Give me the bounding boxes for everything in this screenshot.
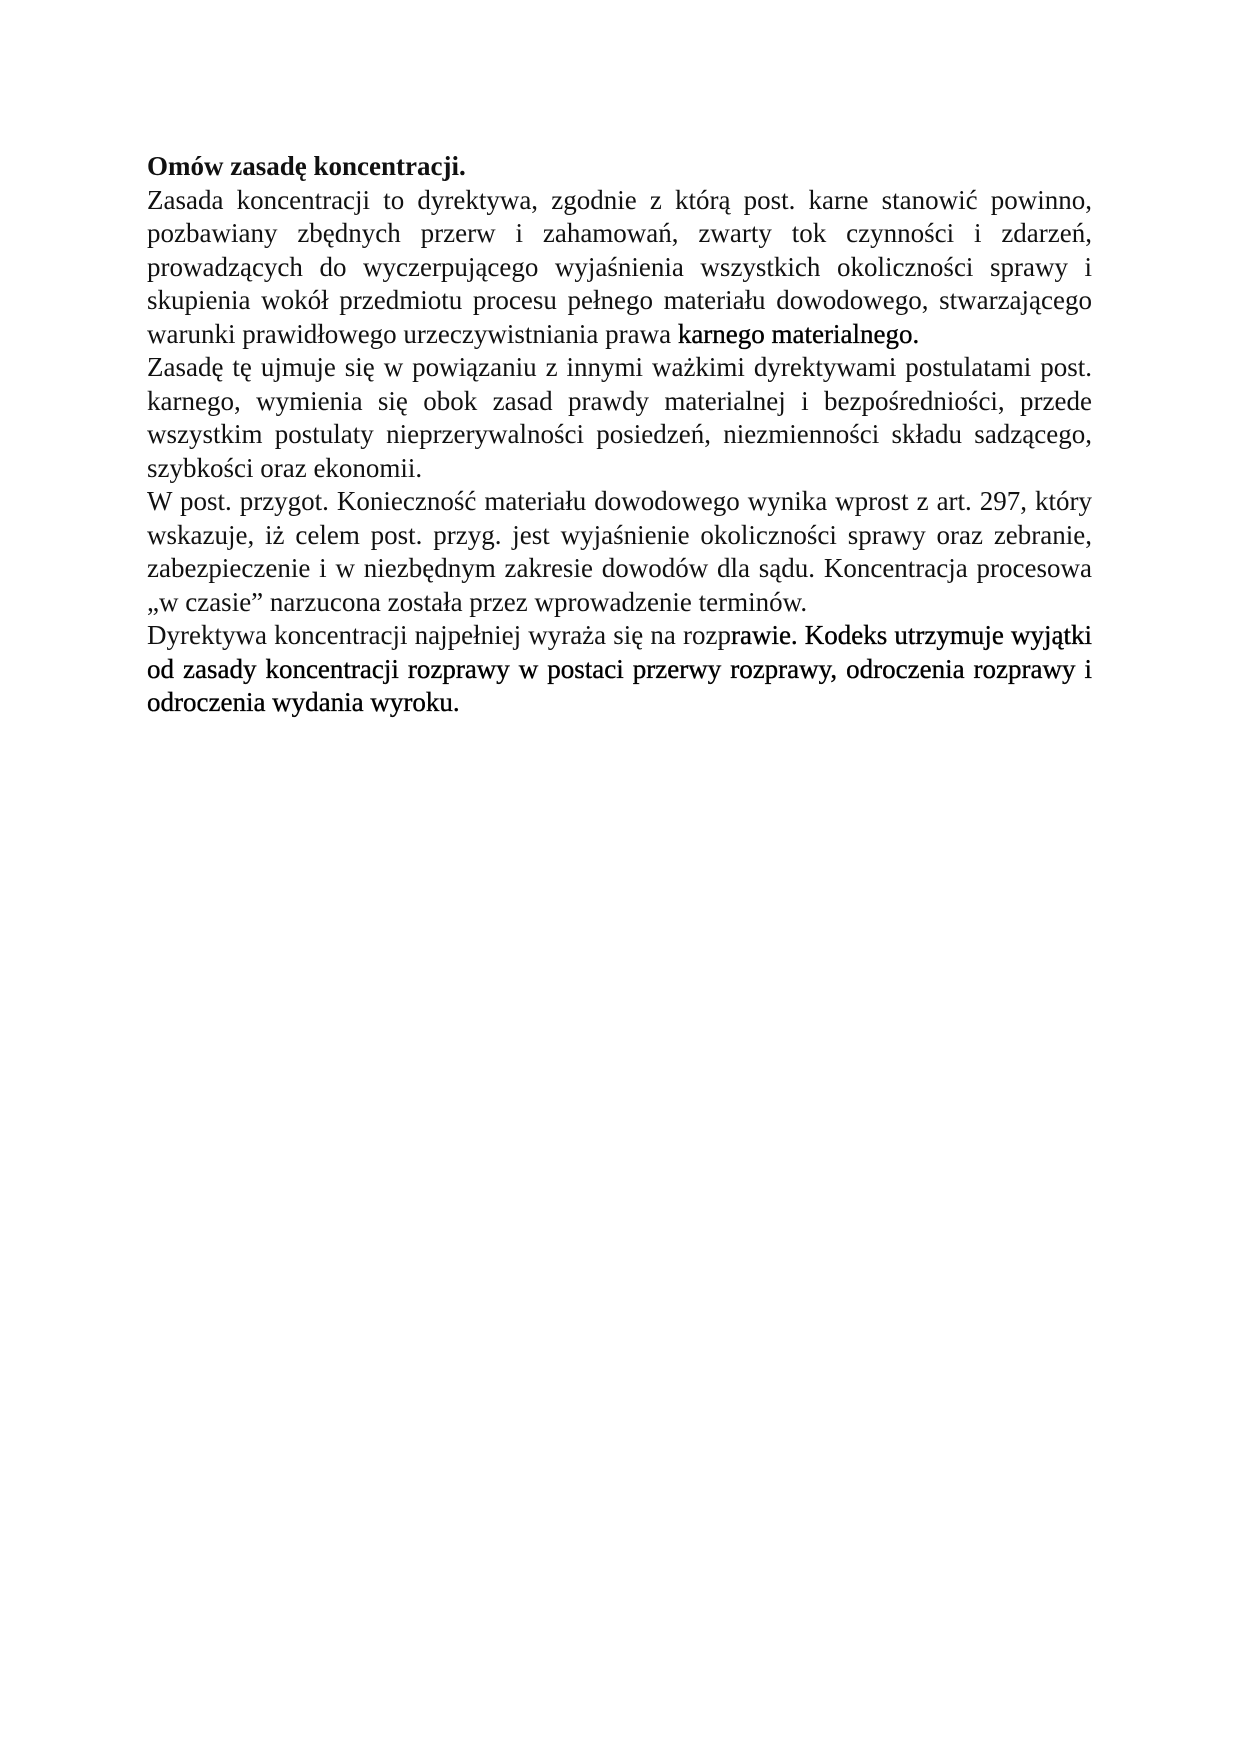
paragraph-4: [147, 619, 1092, 720]
paragraph-2-text: Zasadę tę ujmuje się w powiązaniu z innymi ważkimi dyrektywami postulatami post. karnego, wymienia się obok zasad prawdy materialnej i bezpośredniości, przede wszystkim postulaty nieprzerywalności posiedzeń, niezmienności składu sadzącego, szybkości oraz ekonomii.: [147, 352, 1092, 483]
paragraph-4-tail: rawie. Kodeks utrzymuje wyjątki od zasady koncentracji rozprawy w postaci przerwy rozprawy, odroczenia rozprawy i odroczenia wydania wyroku.: [147, 620, 1092, 717]
paragraph-4-text: Dyrektywa koncentracji najpełniej wyraża się na rozp: [147, 620, 731, 650]
paragraph-1-text: Zasada koncentracji to dyrektywa, zgodnie z którą post. karne stanowić powinno, pozbawiany zbędnych przerw i zahamowań, zwarty tok czynności i zdarzeń, prowadzących do wyczerpującego wyjaśnienia wszystkich okoliczności sprawy i skupienia wokół przedmiotu procesu pełnego materiału dowodowego, stwarzającego warunki prawidłowego urzeczywistniania prawa: [147, 184, 1092, 349]
document-title: Omów zasadę koncentracji.: [147, 151, 466, 181]
paragraph-3: [147, 485, 1092, 619]
paragraph-1: [147, 184, 1092, 352]
paragraph-2: [147, 351, 1092, 485]
paragraph-1-tail: karnego materialnego.: [677, 318, 920, 349]
paragraph-3-text: W post. przygot. Konieczność materiału dowodowego wynika wprost z art. 297, który wskazuje, iż celem post. przyg. jest wyjaśnienie okoliczności sprawy oraz zebranie, zabezpieczenie i w niezbędnym zakresie dowodów dla sądu. Koncentracja procesowa „w czasie” narzucona została przez wprowadzenie terminów.: [147, 486, 1092, 617]
document-body: [147, 150, 1092, 720]
